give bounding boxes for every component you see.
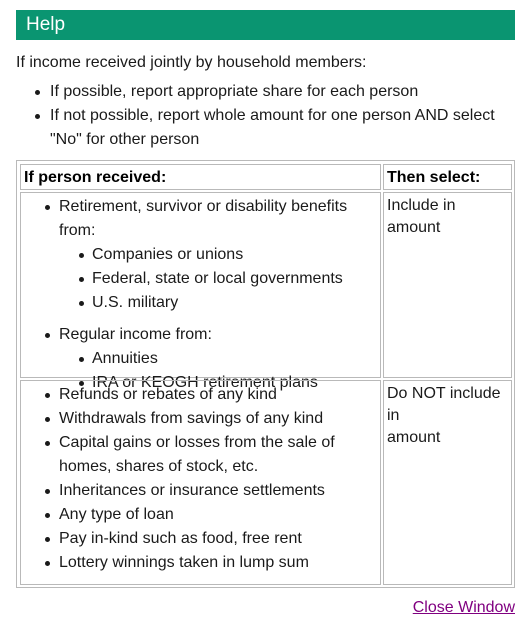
list-subitem: Federal, state or local governments [59,267,377,291]
list-item: Capital gains or losses from the sale of [24,431,377,455]
list-item: Any type of loan [24,503,377,527]
list-item: Lottery winnings taken in lump sum [24,551,377,575]
column-header-received-label: If person received: [24,169,167,186]
intro-item-continuation: "No" for other person [50,131,200,148]
table-row-1-received [20,192,381,391]
intro-item: If not possible, report whole amount for one person AND select [16,104,516,128]
list-item: Pay in-kind such as food, free rent [24,527,377,551]
list-subitem: Annuities [59,347,377,371]
list-item: Withdrawals from savings of any kind [24,407,377,431]
list-item-label: Retirement, survivor or disability benefits from: [59,198,348,239]
intro-item: If possible, report appropriate share for each person [16,80,516,104]
intro-text: If income received jointly by household members: [16,54,367,71]
table-row-2-select [383,380,512,585]
list-item [24,195,377,315]
select-value: Include in amount [387,197,456,236]
help-title-bar [16,10,515,40]
help-title: Help [26,14,66,35]
list-subitem: U.S. military [59,291,377,315]
list-item-label: Regular income from: [59,326,212,343]
table-row-1-select [383,192,512,378]
table-row-2-received [20,380,381,585]
column-header-received [20,164,381,190]
close-window-link[interactable]: Close Window [412,599,515,616]
list-item: Inheritances or insurance settlements [24,479,377,503]
select-value-line: amount [387,429,441,446]
intro-list [16,80,516,152]
column-header-select [383,164,512,190]
list-item: Refunds or rebates of any kind [24,383,377,407]
list-subitem: IRA or KEOGH retirement plans [59,371,377,395]
help-table [16,160,515,588]
column-header-select-label: Then select: [387,169,481,186]
select-value-line: Do NOT include in [387,385,501,424]
list-subitem: Companies or unions [59,243,377,267]
list-item-continuation: homes, shares of stock, etc. [59,458,259,475]
